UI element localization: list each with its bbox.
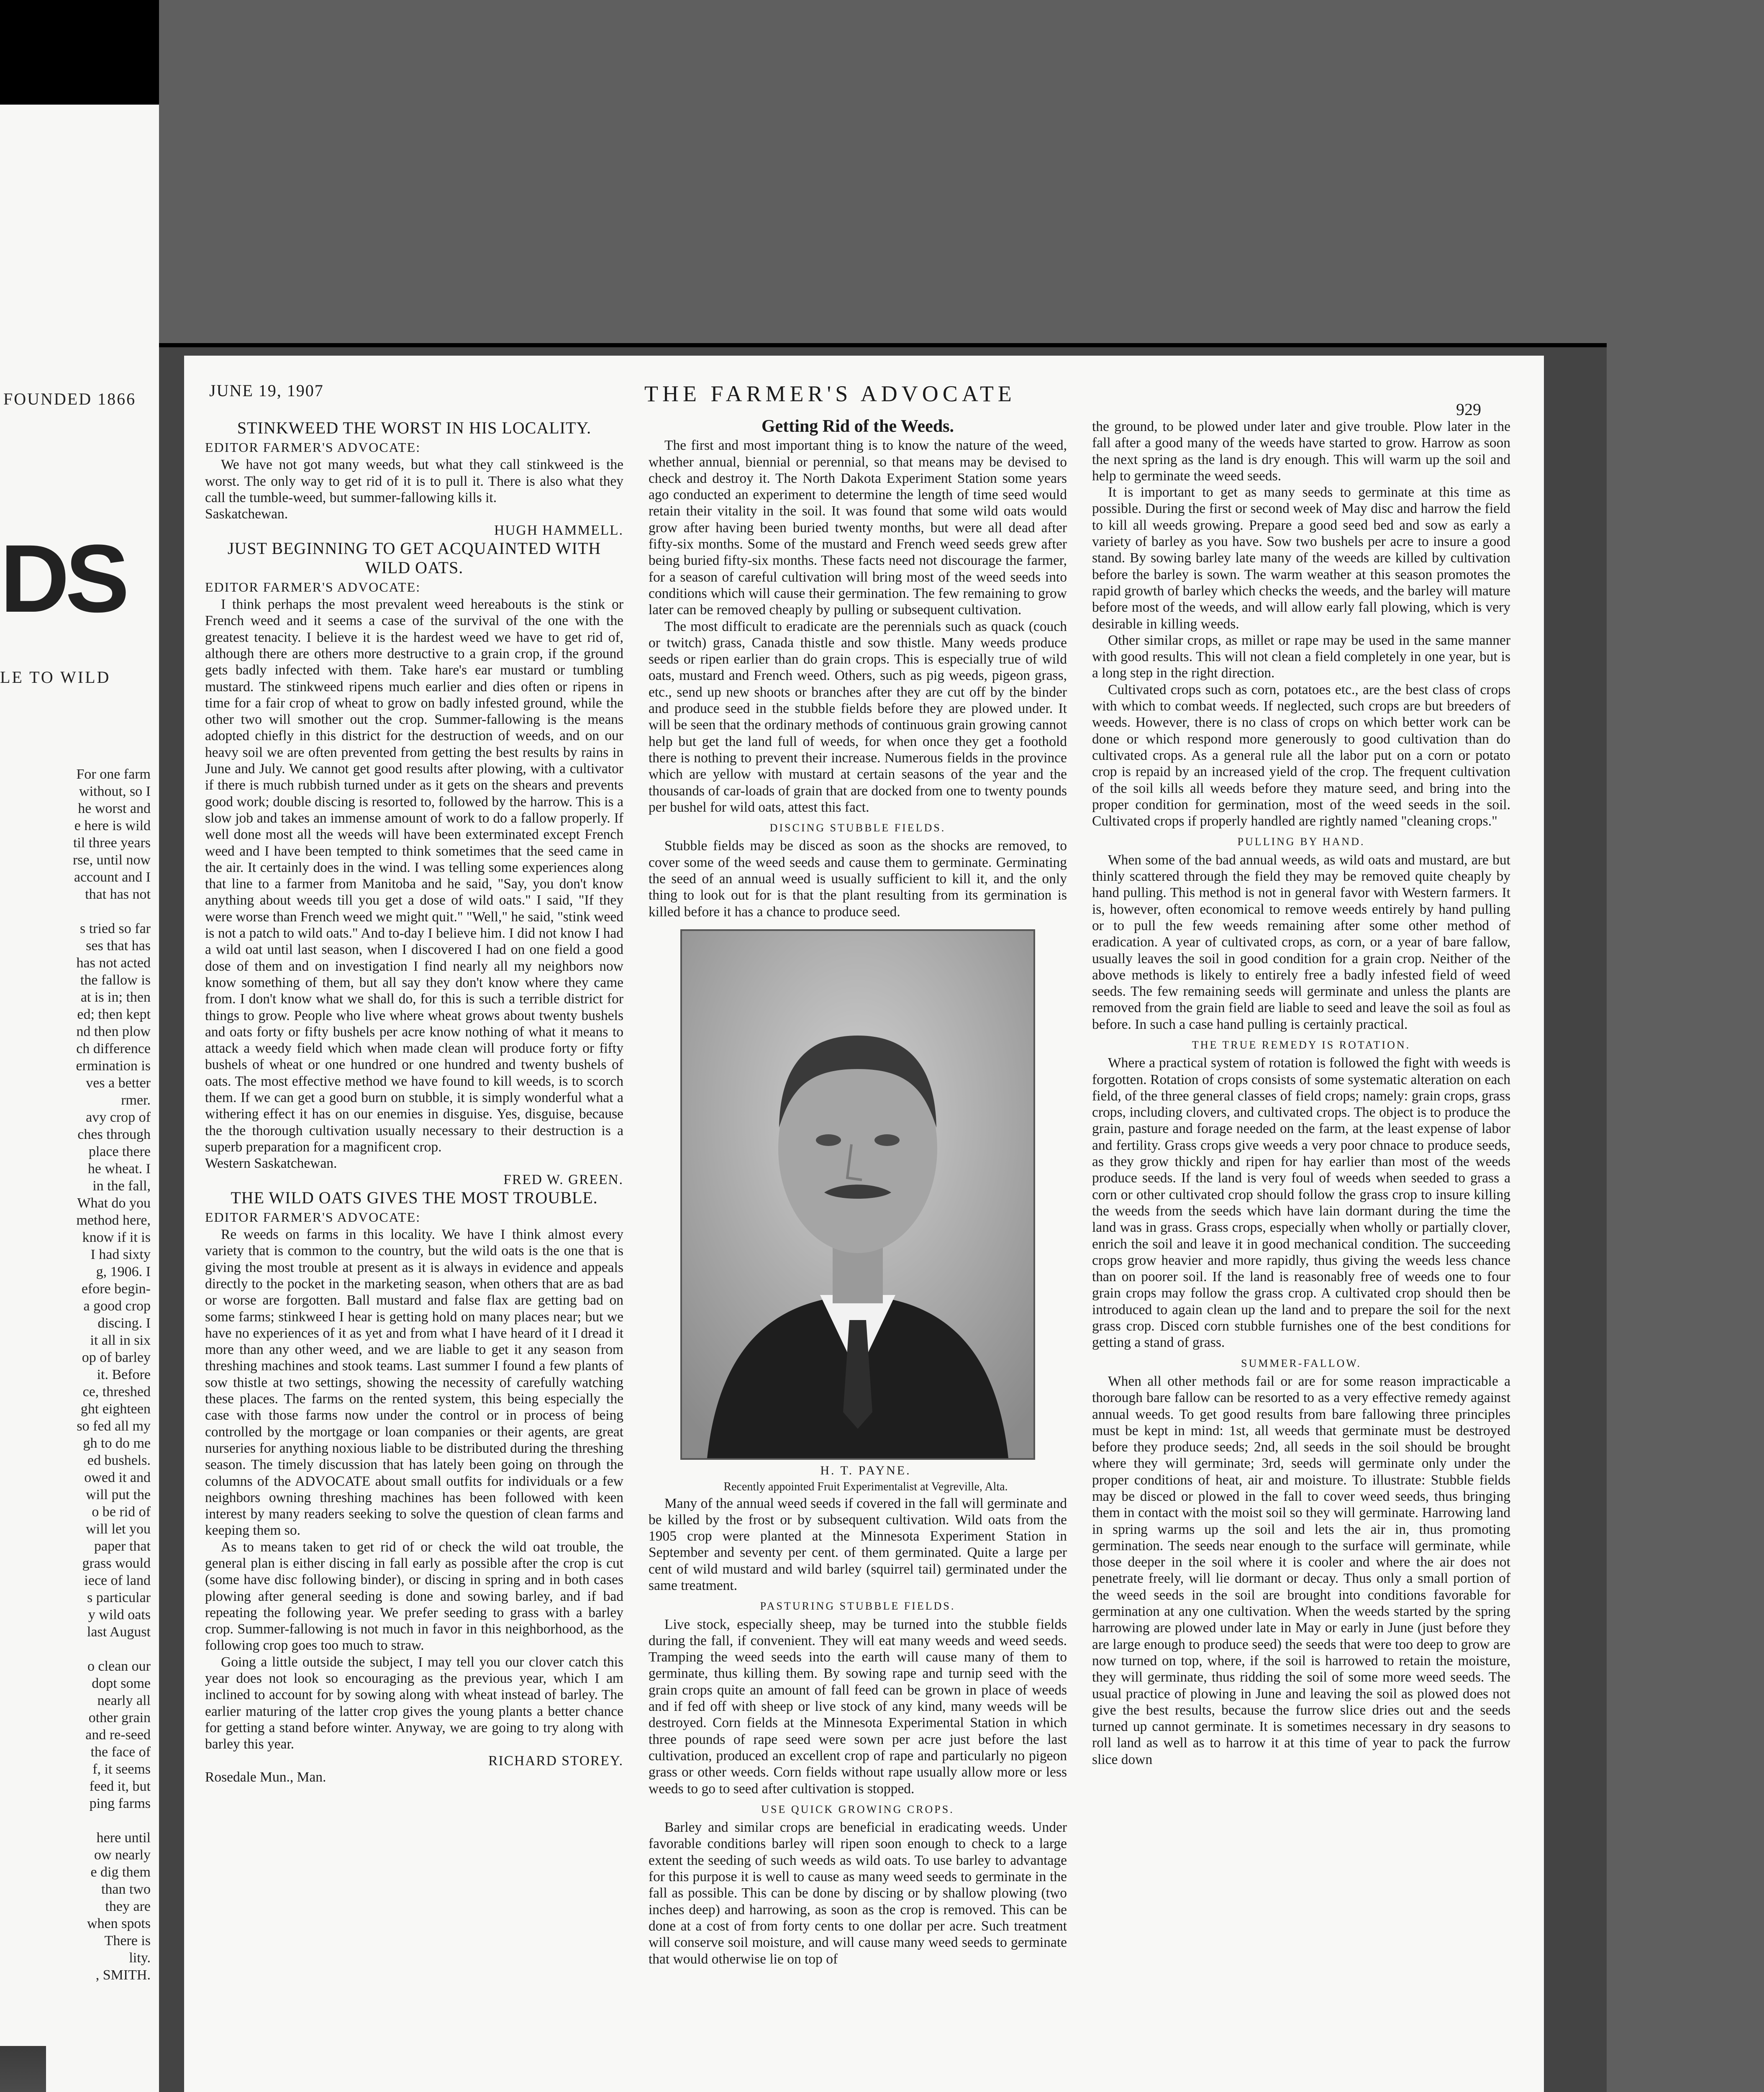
- masthead-fragment: DS: [0, 525, 126, 632]
- article-paragraph: When all other methods fail or are for some reason impracticable a thorough bare fallow can be resorted to as a very effective remedy against annual weeds. To get good results from bare fallowing three principles must be kept in mind: 1st, all weeds that germinate must be destroyed before they produce seeds; 2nd, all seeds in the soil should be brought where they will germinate; 3rd, seeds will germinate only under the proper conditions of heat, air and moisture. To illustrate: Stubble fields may be disced or plowed in the fall to cover weed seeds, thus bringing them in contact with the moist soil so they will germinate. Harrowing land in spring warms up the soil and lets the air in, thus promoting germination. The seeds near enough to the surface will germinate, while those deeper in the soil where it is cooler and where the air does not penetrate freely, will lie dormant or decay. Thus only a small portion of the weed seeds in the soil are brought into conditions favorable for germination at any one cultivation. When the weeds started by the spring harrowing are plowed under late in May or early in June (just before they are large enough to produce seed) the seeds that were too deep to grow are now turned on top, where, if the soil is harrowed to retain the moisture, they will germinate, thus ridding the soil of some more weed seeds. The usual practice of plowing in June and leaving the soil as plowed does not give the best results, because the furrow slice dries out and the seeds turned up cannot germinate. It is sometimes necessary in dry seasons to roll land as well as to harrow it at this time of year to pack the furrow slice down: [1092, 1373, 1510, 1767]
- photo-fragment: [0, 2046, 46, 2092]
- dateline: Saskatchewan.: [205, 506, 288, 522]
- article-paragraph: I think perhaps the most prevalent weed hereabouts is the stink or French weed and it seems a case of the survival of the one with the greatest tenacity. I believe it is the hardest weed we have to get rid of, although there are others more destructive to a grain crop, if the ground gets badly infected with them. Take hare's ear mustard or tumbling mustard. The stinkweed ripens much earlier and dies often or ripens in time for a fair crop of wheat to grow on badly infested ground, while the other two will smother out the crop. Summer-fallowing is the means adopted chiefly in this district for the destruction of weeds, and on our heavy soil we are often prevented from getting the best results by rains in June and July. We cannot get good results after plowing, with a cultivator if there is much rubbish turned under as it gets on the shears and prevents good work; double discing is resorted to, followed by the harrow. This is a slow job and takes an immense amount of work to do a fallow properly. If well done most all the weeds will have been exterminated except French weed and I have been tempted to think sometimes that the seed came in the air. It certainly does in the wind. I was telling some experiences along that line to a farmer from Manitoba and he said, "Say, you don't know anything about weeds till you get a dose of wild oats." I said, "If they were worse than French weed we might quit." "Well," he said, "stink weed is not a patch to wild oats." And to-day I believe him. I did not know I had a wild oat until last season, when I discovered I had on one field a good dose of them and on investigation I find nearly all my neighbors now know something of them, but all say they don't know where they came from. I don't know what we shall do, for this is such a terrible district for things to grow. People who live where wheat grows about twenty bushels and oats forty or fifty bushels per acre know nothing of what it means to attack a weedy field which when made clean will produce forty or fifty bushels of wheat or one hundred or one hundred and twenty bushels of oats. The most effective method we have found to kill weeds, is to scorch them. If we can get a good burn on stubble, it is simply wonderful what a withering effect it has on our enemies in disguise. Yes, disguise, because the the thorough cultivation usually necessary to their destruction is a superb preparation for a magnificent crop.: [205, 597, 623, 1155]
- publication-title: THE FARMER'S ADVOCATE: [644, 381, 1016, 406]
- byline: FRED W. GREEN.: [503, 1172, 623, 1188]
- article-paragraph: We have not got many weeds, but what they call stinkweed is the worst. The only way to get rid of it is to pull it. There is also what they call the tumble-weed, but summer-fallowing kills it.: [205, 457, 623, 505]
- section-subheading: SUMMER-FALLOW.: [1241, 1357, 1361, 1369]
- article-paragraph: Many of the annual weed seeds if covered in the fall will germinate and be killed by the frost or by subsequent cultivation. Wild oats from the 1905 crop were planted at the Minnesota Experiment Station in September and seventy per cent. of them germinated. Quite a large per cent of wild mustard and wild barley (squirrel tail) germinated under the same treatment.: [649, 1495, 1067, 1593]
- article-heading: STINKWEED THE WORST IN HIS LOCALITY.: [237, 418, 592, 437]
- newspaper-page: [184, 356, 1544, 2092]
- column-fragment: For one farm without, so I he worst and e here is wild til three years rse, until now account and I that has not s tried so far ses that has has not acted the fallow is at is in; then ed; then kept nd then plow ch difference ermination is ves a better rmer. avy crop of ches through place there he wheat. I in the fall, What do you method here, know if it is I had sixty g, 1906. I efore begin- a good crop discing. I it all in six op of barley it. Before ce, threshed ght eighteen so fed all my gh to do me ed bushels. owed it and will put the o be rid of will let you paper that grass would iece of land s particular y wild oats last August o clean our dopt some nearly all other grain and re-seed the face of f, it seems feed it, but ping farms here until ow nearly e dig them than two they are when spots There is lity. , SMITH.: [72, 767, 151, 1983]
- article-heading: JUST BEGINNING TO GET ACQUAINTED WITH WILD OATS.: [227, 538, 601, 577]
- article-paragraph: When some of the bad annual weeds, as wild oats and mustard, are but thinly scattered through the field they may be removed quite cheaply by hand pulling. This method is not in general favor with Western farmers. It is, however, often economical to remove weeds entirely by hand pulling or to pull the few weeds remaining after some other method of eradication. A year of cultivated crops, as corn, or a year of bare fallow, usually leaves the soil in good condition for a grain crop. Neither of the above methods is likely to entirely free a badly infested field of weed seeds. The few remaining seeds will germinate and unless the plants are removed from the grain field are liable to seed and leave the soil as foul as before. In such a case hand pulling is certainly practical.: [1092, 852, 1510, 1032]
- article-paragraph: Re weeds on farms in this locality. We have I think almost every variety that is common to the country, but the wild oats is the one that is giving the most trouble at present as it is always in evidence and appeals directly to the pocket in the marketing season, when others that are as bad or worse are forgotten. Ball mustard and false flax are getting bad on some farms; stinkweed I hear is getting hold on many places near; but we have no experiences of it as yet and from what I have heard of it I dread it more than any other weed, and we are liable to get it any season from threshing machines and stook teams. Last summer I found a few plants of sow thistle at two settings, showing the necessity of carefully watching these places. The farms on the rented system, this being especially the case with those farms now under the control or in process of being controlled by the mortgage or loan companies or their agents, are great nurseries for anything noxious liable to be distributed during the threshing season. The timely discussion that has lately been going on through the columns of the ADVOCATE about small outfits for individuals or a few neighbors owning threshing machines has been followed with keen interest by many readers seeking to solve the question of clean farms and keeping them so.: [205, 1227, 623, 1538]
- article-paragraph: the ground, to be plowed under later and give trouble. Plow later in the fall after a good many of the weeds have started to grow. Harrow as soon the next spring as the land is dry enough. This will warm up the soil and help to germinate the weed seeds.: [1092, 419, 1510, 484]
- article-paragraph: As to means taken to get rid of or check the wild oat trouble, the general plan is either discing in fall early as possible after the crop is cut (some have disc following binder), or discing in spring and in both cases plowing after general seeding is done and sowing barley, and if bad repeating the following year. We prefer seeding to grass with a barley crop. Summer-fallowing is not much in favor in this neighborhood, as the following crop goes too much to straw.: [205, 1539, 623, 1654]
- issue-date: JUNE 19, 1907: [209, 381, 324, 400]
- article-paragraph: Barley and similar crops are beneficial in eradicating weeds. Under favorable conditions barley will ripen soon enough to check to a large extent the seeding of such weeds as wild oats. To use barley to advantage for this purpose it is well to cause as many weed seeds to germinate in the fall as possible. This can be done by discing or by shallow plowing (two inches deep) and harrowing, as soon as the crop is removed. This can be done at a cost of from forty cents to one dollar per acre. Such treatment will conserve soil moisture, and will cause many weed seeds to germinate that would otherwise lie on top of: [649, 1820, 1067, 1967]
- section-subheading: PULLING BY HAND.: [1237, 836, 1365, 848]
- salutation: EDITOR FARMER'S ADVOCATE:: [205, 579, 421, 595]
- column-2: [649, 418, 1067, 1967]
- byline: HUGH HAMMELL.: [494, 523, 623, 538]
- article-paragraph: Live stock, especially sheep, may be turned into the stubble fields during the fall, if convenient. They will eat many weeds and weed seeds. Tramping the weed seeds into the earth will cause many of them to germinate, thus killing them. By sowing rape and turnip seed with the grain crops quite an amount of fall feed can be grown in place of weeds and if fed off with sheep or live stock of any kind, many weeds will be destroyed. Corn fields at the Minnesota Experimental Station in which three pounds of rape seed were sown per acre just before the last cultivation, produced an excellent crop of rape and particularly no pigeon grass or other weeds. Corn fields without rape usually allow more or less weeds to go to seed after cultivation is stopped.: [649, 1616, 1067, 1797]
- article-paragraph: The most difficult to eradicate are the perennials such as quack (couch or twitch) grass, Canada thistle and sow thistle. Many weeds produce seeds or ripen earlier than do grain crops. This is especially true of wild oats, mustard and French weed. Others, such as pig weeds, pigeon grass, etc., send up new shoots or branches after they are cut off by the binder and produce seed in the stubble fields before they are plowed under. It will be seen that the ordinary methods of continuous grain growing cannot help but get the land full of weeds, for when once they get a foothold there is nothing to prevent their increase. Numerous fields in the province which are yellow with mustard at certain seasons of the year and the thousands of car-loads of grain that are docked from one to twenty pounds per bushel for wild oats, attest this fact.: [649, 618, 1067, 815]
- article-heading: THE WILD OATS GIVES THE MOST TROUBLE.: [231, 1188, 598, 1207]
- founded-label: FOUNDED 1866: [3, 390, 136, 408]
- scanner-frame: [159, 0, 1764, 343]
- page-number: 929: [1456, 400, 1481, 419]
- article-paragraph: It is important to get as many seeds to germinate at this time as possible. During the first or second week of May disc and harrow the field to kill all weeds growing. Prepare a good seed bed and sow as early a variety of barley as you have. Sow two bushels per acre to insure a good stand. By sowing barley late many of the weeds are killed by cultivation before the barley is sown. The warm weather at this season promotes the rapid growth of barley which checks the weeds, and the barley will mature before most of the weeds, and will allow early fall plowing, which is very desirable in killing weeds.: [1092, 485, 1510, 632]
- article-paragraph: The first and most important thing is to know the nature of the weed, whether annual, biennial or perennial, so that means may be devised to check and destroy it. The North Dakota Experiment Station some years ago conducted an experiment to determine the length of time seed would retain their vitality in the soil. It was found that some wild oats would grow after having been buried twenty months, but were all dead after fifty-six months. Some of the mustard and French weed seeds grew after being buried fifty-six months. These facts need not discourage the farmer, for a season of careful cultivation will bring most of the weed seeds into conditions which will cause their germination. The few remaining to grow later can be removed cheaply by pulling or subsequent cultivation.: [649, 438, 1067, 618]
- salutation: EDITOR FARMER'S ADVOCATE:: [205, 440, 421, 455]
- portrait-illustration: [682, 931, 1033, 1458]
- section-subheading: PASTURING STUBBLE FIELDS.: [760, 1600, 956, 1613]
- photo-caption-name: H. T. PAYNE.: [820, 1463, 911, 1477]
- previous-page-fragment: [0, 105, 159, 2092]
- column-1: [205, 418, 623, 1785]
- article-paragraph: Where a practical system of rotation is followed the fight with weeds is forgotten. Rotation of crops consists of some systematic alteration on each field, of the three general classes of field crops; namely: grain crops, grass crops, including clovers, and cultivated crops. The object is to produce the grain, pasture and forage needed on the farm, at the least expense of labor and fertility. Grass crops give weeds a very poor chnace to produce seeds, as they grow thickly and ripen for hay earlier than most of the weeds produce seeds. If the land is very foul of weeds when seeded to grass a corn or other cultivated crop should follow the grass crop to insure killing the weeds from the seeds which have lain dormant during the time the land was in grass. Grass crops, especially when wholly or partially clover, enrich the soil and leave it in good mechanical condition. The succeeding crops grow heavier and more rapidly, thus giving the weeds less chance than on poorer soil. If the land is reasonably free of weeds one to four grain crops may follow the grass crop. A cultivated crop should then be introduced to again clean up the land and to prepare the soil for the next grass crop. Disced corn stubble furnishes one of the best conditions for getting a stand of grass.: [1092, 1055, 1510, 1351]
- dateline: Western Saskatchewan.: [205, 1156, 337, 1172]
- portrait-photo: [680, 929, 1035, 1460]
- section-subheading: USE QUICK GROWING CROPS.: [761, 1803, 954, 1815]
- section-subheading: THE TRUE REMEDY IS ROTATION.: [1192, 1038, 1411, 1051]
- dateline: Rosedale Mun., Man.: [205, 1769, 326, 1785]
- article-title: Getting Rid of the Weeds.: [761, 417, 954, 436]
- byline: RICHARD STOREY.: [488, 1753, 623, 1769]
- article-paragraph: Stubble fields may be disced as soon as the shocks are removed, to cover some of the weed seeds and cause them to germinate. Germinating the seed of an annual weed is usually sufficient to kill it, and the only thing to look out for is that the plant resulting from its germination is killed before it has a chance to produce seed.: [649, 838, 1067, 920]
- section-subheading: DISCING STUBBLE FIELDS.: [769, 822, 946, 834]
- article-paragraph: Going a little outside the subject, I may tell you our clover catch this year does not look so encouraging as the previous year, which I am inclined to account for by sowing along with wheat instead of barley. The earlier maturing of the latter crop gives the young plants a better chance for getting a stand before winter. Anyway, we are going to try along with barley this year.: [205, 1654, 623, 1752]
- article-paragraph: Other similar crops, as millet or rape may be used in the same manner with good results. This will not clean a field completely in one year, but is a long step in the right direction.: [1092, 632, 1510, 681]
- article-paragraph: Cultivated crops such as corn, potatoes etc., are the best class of crops with which to combat weeds. If neglected, such crops are but breeders of weeds. However, there is no class of crops on which better work can be done or which respond more generously to good cultivation than do cultivated crops. As a general rule all the labor put on a corn or potato crop is repaid by an increased yield of the crop. The frequent cultivation of the soil kills all weeds before they mature seed, and bring into the proper condition for germination, most of the weed seeds in the soil. Cultivated crops if properly handled are rightly named "cleaning crops.": [1092, 682, 1510, 829]
- headline-fragment: LE TO WILD: [0, 668, 111, 687]
- photo-caption: Recently appointed Fruit Experimentalist at Vegreville, Alta.: [723, 1480, 1008, 1494]
- column-3: [1092, 418, 1510, 1768]
- salutation: EDITOR FARMER'S ADVOCATE:: [205, 1209, 421, 1225]
- scanner-frame-right: [1607, 343, 1764, 2092]
